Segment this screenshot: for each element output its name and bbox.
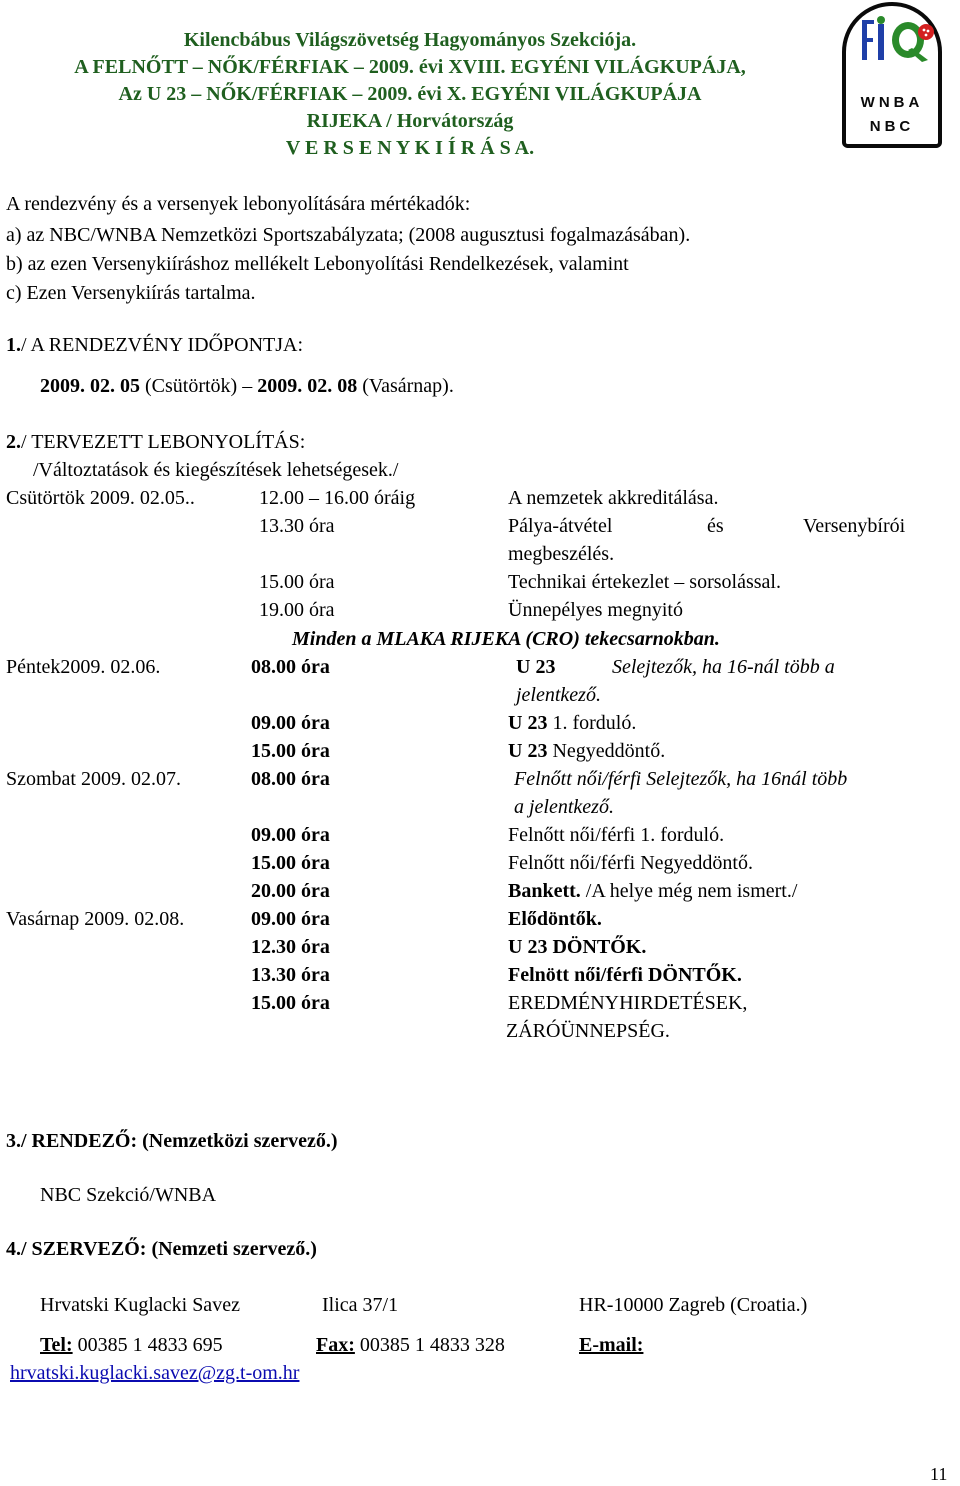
email-label: E-mail: [579, 1334, 644, 1356]
schedule-event: ZÁRÓÜNNEPSÉG. [506, 1020, 670, 1042]
schedule-time: 20.00 óra [251, 880, 330, 902]
tel-value: 00385 1 4833 695 [72, 1334, 223, 1356]
schedule-time: 09.00 óra [251, 824, 330, 846]
schedule-event: Selejtezők, ha 16-nál több a [612, 656, 835, 678]
schedule-time: 13.30 óra [259, 515, 335, 537]
start-day: (Csütörtök) – [140, 375, 258, 397]
event-label: Negyeddöntő. [547, 740, 666, 762]
section-3-heading: 3./ RENDEZŐ: (Nemzetközi szervező.) [6, 1130, 338, 1152]
schedule-event [508, 880, 797, 903]
fax-value: 00385 1 4833 328 [354, 1334, 505, 1356]
section-2-heading [6, 431, 305, 454]
schedule-event: jelentkező. [516, 684, 601, 706]
section-1-number: 1. [6, 334, 21, 356]
event-label: 1. forduló. [547, 712, 637, 734]
schedule-time: 13.30 óra [251, 964, 330, 986]
schedule-time: 12.00 – 16.00 óráig [259, 487, 416, 509]
schedule-event: és [707, 515, 724, 537]
schedule-time: 19.00 óra [259, 599, 335, 621]
header-line-1: Kilencbábus Világszövetség Hagyományos Szekciója. [183, 29, 637, 51]
schedule-time: 15.00 óra [251, 740, 330, 762]
schedule-time: 15.00 óra [259, 571, 335, 593]
schedule-time: 08.00 óra [251, 768, 330, 790]
schedule-time: 09.00 óra [251, 712, 330, 734]
friday-day: Péntek2009. 02.06. [6, 656, 161, 678]
venue-note: Minden a MLAKA RIJEKA (CRO) tekecsarnokban. [292, 628, 720, 650]
fax-label: Fax: [316, 1334, 355, 1356]
sunday-day: Vasárnap 2009. 02.08. [6, 908, 185, 930]
section-1-title: / A RENDEZVÉNY IDŐPONTJA: [21, 334, 304, 356]
schedule-event: Elődöntők. [508, 908, 602, 930]
schedule-event [508, 712, 636, 735]
start-date: 2009. 02. 05 [40, 375, 140, 397]
schedule-event: Ünnepélyes megnyitó [508, 599, 683, 621]
schedule-event: megbeszélés. [508, 543, 615, 565]
fiq-logo [836, 2, 948, 152]
section-2-title: / TERVEZETT LEBONYOLÍTÁS: [21, 431, 306, 453]
organizer-street: Ilica 37/1 [322, 1294, 399, 1316]
schedule-event: A nemzetek akkreditálása. [508, 487, 719, 509]
schedule-event: Felnőtt női/férfi Selejtezők, ha 16nál több [514, 768, 848, 790]
logo-text-top: WNBA [860, 94, 924, 111]
header-line-3: Az U 23 – NŐK/FÉRFIAK – 2009. évi X. EGYÉNI VILÁGKUPÁJA [118, 83, 702, 105]
schedule-event: EREDMÉNYHIRDETÉSEK, [508, 992, 748, 1014]
organizer-city: HR-10000 Zagreb (Croatia.) [579, 1294, 808, 1316]
organizer-international: NBC Szekció/WNBA [40, 1184, 217, 1206]
schedule-event: U 23 DÖNTŐK. [508, 936, 647, 958]
schedule-event: Felnőtt női/férfi Negyeddöntő. [508, 852, 753, 874]
page-number: 11 [930, 1464, 948, 1484]
schedule-time: 15.00 óra [251, 852, 330, 874]
intro-item-a: a) az NBC/WNBA Nemzetközi Sportszabályzata; (2008 augusztusi fogalmazásában). [6, 224, 691, 246]
end-date: 2009. 02. 08 [257, 375, 358, 397]
event-dates [40, 375, 454, 398]
tel-label: Tel: [40, 1334, 73, 1356]
logo-text-bottom: NBC [869, 118, 915, 135]
schedule-event: a jelentkező. [514, 796, 614, 818]
header-line-2: A FELNŐTT – NŐK/FÉRFIAK – 2009. évi XVIII. EGYÉNI VILÁGKUPÁJA, [74, 56, 746, 78]
category-label: U 23 [508, 740, 548, 762]
fax-line [316, 1334, 505, 1357]
schedule-time: 12.30 óra [251, 936, 330, 958]
schedule-event: U 23 [516, 656, 556, 678]
fiq-emblem-icon [856, 14, 936, 72]
intro-line: A rendezvény és a versenyek lebonyolítására mértékadók: [6, 193, 471, 215]
schedule-time: 08.00 óra [251, 656, 330, 678]
thursday-day: Csütörtök 2009. 02.05.. [6, 487, 195, 509]
schedule-time: 09.00 óra [251, 908, 330, 930]
phone-line [40, 1334, 223, 1357]
header-line-4: RIJEKA / Horvátország [306, 110, 514, 132]
organizer-name: Hrvatski Kuglacki Savez [40, 1294, 240, 1316]
event-note: /A helye még nem ismert./ [580, 880, 798, 902]
event-label: Bankett. [508, 880, 581, 902]
schedule-event: Versenybírói [803, 515, 906, 537]
saturday-day: Szombat 2009. 02.07. [6, 768, 181, 790]
email-link[interactable]: hrvatski.kuglacki.savez@zg.t-om.hr [10, 1362, 300, 1384]
schedule-time: 15.00 óra [251, 992, 330, 1014]
intro-item-c: c) Ezen Versenykiírás tartalma. [6, 282, 256, 304]
schedule-event: Technikai értekezlet – sorsolással. [508, 571, 781, 593]
schedule-event [508, 740, 665, 763]
intro-item-b: b) az ezen Versenykiíráshoz mellékelt Lebonyolítási Rendelkezések, valamint [6, 253, 629, 275]
section-4-heading: 4./ SZERVEZŐ: (Nemzeti szervező.) [6, 1238, 317, 1260]
section-1-heading [6, 334, 303, 357]
section-2-note: /Változtatások és kiegészítések lehetségesek./ [33, 459, 399, 481]
category-label: U 23 [508, 712, 548, 734]
schedule-event: Felnött női/férfi DÖNTŐK. [508, 964, 742, 986]
header-line-5: V E R S E N Y K I Í R Á S A. [285, 137, 535, 159]
schedule-event: Pálya-átvétel [508, 515, 613, 537]
section-2-number: 2. [6, 431, 21, 453]
end-day: (Vasárnap). [357, 375, 454, 397]
schedule-event: Felnőtt női/férfi 1. forduló. [508, 824, 725, 846]
